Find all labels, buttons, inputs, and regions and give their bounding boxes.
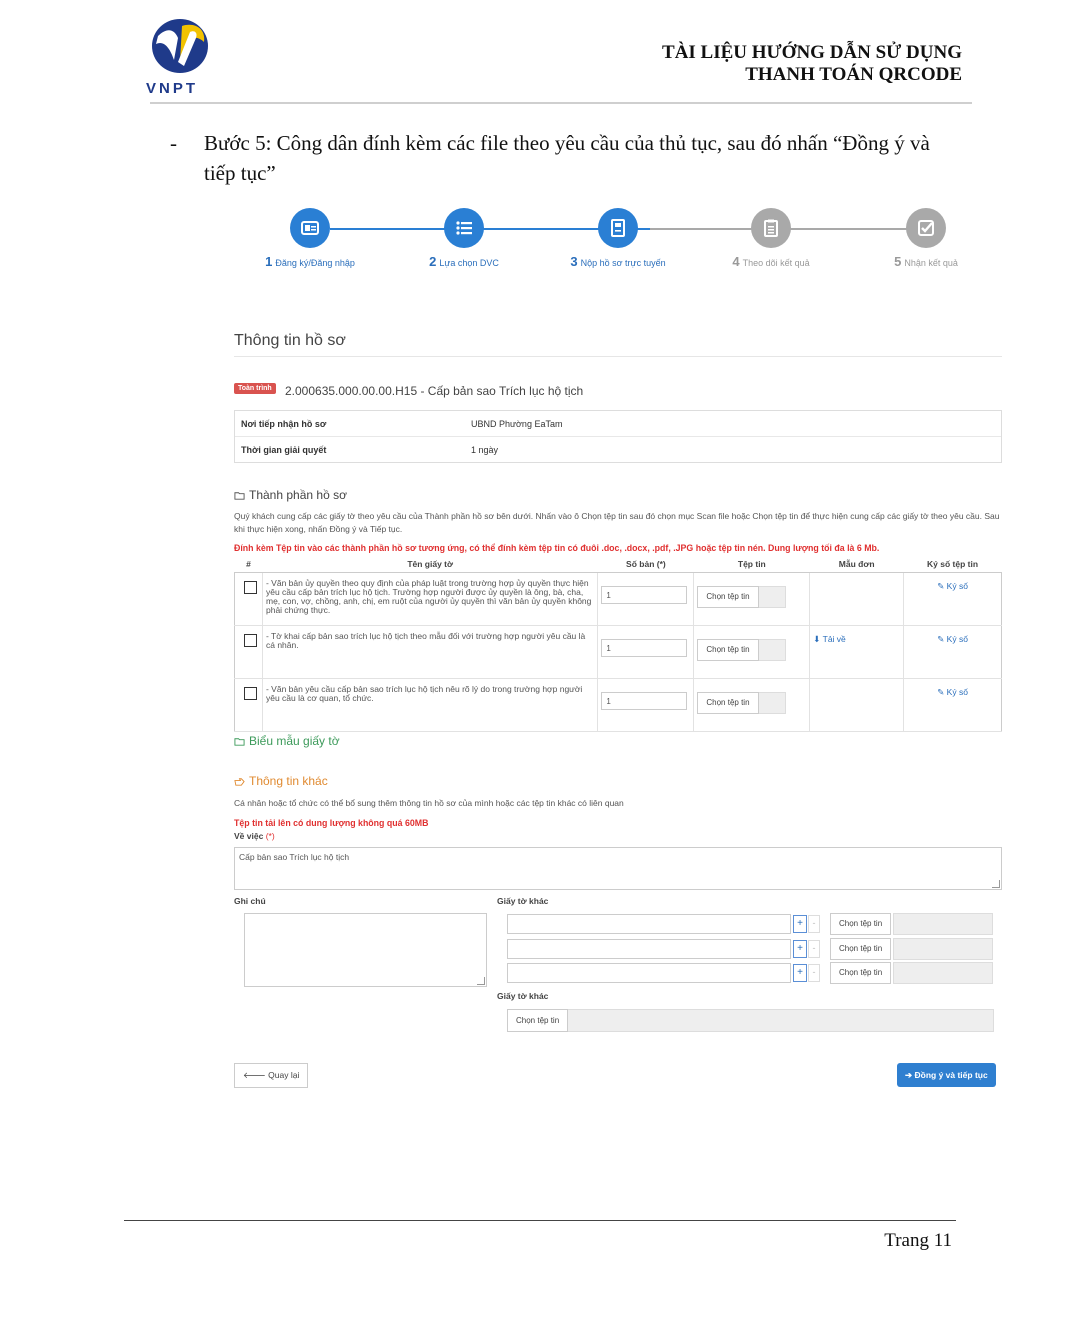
document-title-line-2: THANH TOÁN QRCODE — [745, 64, 962, 85]
documents-table — [234, 556, 1002, 732]
progress-wizard — [250, 206, 990, 276]
file-name-field — [759, 639, 786, 661]
other-doc-input[interactable] — [507, 939, 791, 959]
file-name-field — [759, 692, 786, 714]
choose-file-button[interactable]: Chọn tệp tin — [830, 938, 891, 960]
col-header-index: # — [235, 556, 263, 573]
copies-input[interactable]: 1 — [601, 586, 687, 604]
other-info-title: Thông tin khác — [249, 774, 328, 788]
components-title: Thành phần hồ sơ — [249, 488, 347, 502]
instruction-bullet: - — [170, 131, 177, 155]
wizard-step-1[interactable] — [230, 206, 390, 269]
sign-file-link[interactable]: ✎ Ký số — [937, 581, 968, 591]
info-value: 1 ngày — [471, 444, 499, 455]
row-checkbox[interactable] — [244, 581, 257, 594]
wizard-step-5-label: 5 Nhận kết quả — [894, 254, 958, 269]
row-checkbox[interactable] — [244, 634, 257, 647]
wizard-step-4[interactable] — [691, 206, 851, 269]
wizard-step-2[interactable] — [384, 206, 544, 269]
other-doc-input[interactable] — [507, 914, 791, 934]
sign-file-link[interactable]: ✎ Ký số — [937, 634, 968, 644]
other-info-description: Cá nhân hoặc tổ chức có thể bổ sung thêm thông tin hồ sơ của mình hoặc các tệp tin khác có liên quan — [234, 798, 624, 808]
file-name-field — [568, 1009, 994, 1032]
choose-file-button[interactable]: Chọn tệp tin — [697, 692, 758, 714]
table-row — [235, 626, 1002, 679]
choose-file-button[interactable]: Chọn tệp tin — [830, 962, 891, 984]
download-template-link[interactable]: ⬇ Tải về — [813, 634, 846, 644]
info-value: UBND Phường EaTam — [471, 418, 563, 429]
info-key: Nơi tiếp nhận hồ sơ — [241, 418, 327, 429]
wizard-step-1-circle — [290, 208, 330, 248]
templates-link[interactable]: Biểu mẫu giấy tờ — [234, 734, 340, 748]
wizard-step-4-circle — [751, 208, 791, 248]
file-name-field — [759, 586, 786, 608]
list-icon — [454, 218, 474, 238]
info-row — [235, 411, 1001, 437]
components-heading — [234, 488, 347, 502]
other-docs-label: Giấy tờ khác — [497, 896, 549, 906]
table-row — [235, 679, 1002, 732]
row-checkbox[interactable] — [244, 687, 257, 700]
table-row — [235, 573, 1002, 626]
arrow-right-icon: ➔ — [905, 1070, 913, 1080]
col-header-template: Mẫu đơn — [810, 556, 904, 573]
add-row-button[interactable]: + — [793, 940, 807, 958]
footer-divider — [124, 1220, 956, 1221]
id-card-icon — [300, 218, 320, 238]
wizard-step-5-circle — [906, 208, 946, 248]
info-key: Thời gian giải quyết — [241, 444, 327, 455]
file-picker[interactable] — [697, 639, 806, 661]
logo-wordmark: VNPT — [146, 80, 199, 97]
wizard-step-3-label: 3 Nộp hồ sơ trực tuyến — [570, 254, 666, 269]
back-button[interactable]: 🡐 Quay lại — [234, 1063, 308, 1088]
sign-file-link[interactable]: ✎ Ký số — [937, 687, 968, 697]
other-info-heading — [234, 774, 328, 788]
wizard-step-5[interactable] — [846, 206, 1006, 269]
choose-file-button[interactable]: Chọn tệp tin — [697, 586, 758, 608]
file-name-field — [893, 938, 993, 960]
choose-file-button[interactable]: Chọn tệp tin — [830, 913, 891, 935]
remove-row-button[interactable]: - — [808, 964, 820, 982]
add-row-button[interactable]: + — [793, 915, 807, 933]
hand-pointer-icon — [234, 776, 245, 787]
document-name: - Văn bản ủy quyền theo quy định của pháp luật trong trường hợp ủy quyền thực hiện yêu cầu cấp bản trích lục hộ tịch. Trường hợp người được ủy quyền là ông, bà, cha, mẹ, con, vợ, chồng, anh, chị, em ruột của người ủy quyền thì văn bản ủy quyền không phải chứng thực. — [265, 578, 592, 615]
upload-warning: Tệp tin tải lên có dung lượng không quá 60MB — [234, 818, 429, 828]
save-icon — [608, 218, 628, 238]
note-textarea[interactable] — [244, 913, 487, 987]
add-row-button[interactable]: + — [793, 964, 807, 982]
about-label: Về việc (*) — [234, 831, 275, 841]
document-title — [662, 42, 962, 86]
other-docs-label-2: Giấy tờ khác — [497, 991, 549, 1001]
choose-file-button[interactable]: Chọn tệp tin — [507, 1009, 568, 1032]
section-title: Thông tin hồ sơ — [234, 332, 346, 349]
check-icon — [916, 218, 936, 238]
about-textarea[interactable] — [234, 847, 1002, 890]
info-row — [235, 437, 1001, 462]
other-doc-row — [507, 939, 993, 959]
document-name: - Văn bản yêu cầu cấp bản sao trích lục hộ tịch nêu rõ lý do trong trường hợp người yêu cầu là cơ quan, tổ chức. — [265, 684, 583, 703]
about-value: Cấp bản sao Trích lục hộ tịch — [239, 852, 350, 862]
procedure-info-table — [234, 410, 1002, 463]
single-file-picker[interactable] — [507, 1009, 994, 1032]
wizard-step-1-label: 1 Đăng ký/Đăng nhập — [265, 254, 355, 269]
other-doc-input[interactable] — [507, 963, 791, 983]
page-number: Trang 11 — [884, 1230, 952, 1251]
copies-input[interactable]: 1 — [601, 639, 687, 657]
procedure-badge: Toàn trình — [234, 383, 276, 394]
col-header-sign: Ký số tệp tin — [904, 556, 1002, 573]
col-header-file: Tệp tin — [694, 556, 810, 573]
wizard-step-2-label: 2 Lựa chọn DVC — [429, 254, 499, 269]
copies-input[interactable]: 1 — [601, 692, 687, 710]
other-doc-row — [507, 914, 993, 934]
wizard-step-3[interactable] — [538, 206, 698, 269]
document-name: - Tờ khai cấp bản sao trích lục hộ tịch theo mẫu đối với trường hợp người yêu cầu là cá nhân. — [265, 631, 586, 650]
arrow-left-icon: 🡐 — [243, 1070, 266, 1080]
remove-row-button[interactable]: - — [808, 915, 820, 933]
file-name-field — [893, 962, 993, 984]
components-description: Quý khách cung cấp các giấy tờ theo yêu cầu của Thành phần hồ sơ bên dưới. Nhấn vào ô Chọn tệp tin sau đó chọn mục Scan file hoặc Chọn tệp tin để thực hiện cung cấp các giấy tờ theo yêu cầu. Sau khi thực hiện xong, nhấn Đồng ý và Tiếp tục. — [234, 511, 1000, 534]
file-picker[interactable] — [697, 586, 806, 608]
col-header-copies: Số bản (*) — [598, 556, 694, 573]
choose-file-button[interactable]: Chọn tệp tin — [697, 639, 758, 661]
wizard-step-4-label: 4 Theo dõi kết quả — [732, 254, 810, 269]
folder-icon — [234, 490, 245, 501]
folder-icon — [234, 736, 245, 747]
section-divider — [234, 356, 1002, 357]
file-picker[interactable] — [697, 692, 806, 714]
wizard-step-3-circle — [598, 208, 638, 248]
instruction-text: Bước 5: Công dân đính kèm các file theo yêu cầu của thủ tục, sau đó nhấn “Đồng ý và tiếp tục” — [204, 131, 930, 185]
header-divider — [150, 102, 972, 104]
note-label: Ghi chú — [234, 896, 266, 906]
other-doc-row — [507, 963, 993, 983]
file-name-field — [893, 913, 993, 935]
agree-continue-button[interactable]: ➔ Đồng ý và tiếp tục — [897, 1063, 996, 1087]
col-header-name: Tên giấy tờ — [262, 556, 597, 573]
remove-row-button[interactable]: - — [808, 940, 820, 958]
document-title-line-1: TÀI LIỆU HƯỚNG DẪN SỬ DỤNG — [662, 42, 962, 63]
clipboard-icon — [761, 218, 781, 238]
procedure-name: 2.000635.000.00.00.H15 - Cấp bản sao Trích lục hộ tịch — [285, 384, 584, 398]
attach-warning: Đính kèm Tệp tin vào các thành phần hồ sơ tương ứng, có thể đính kèm tệp tin có đuôi .doc, .docx, .pdf, .JPG hoặc tệp tin nén. Dung lượng tối đa là 6 Mb. — [234, 543, 880, 553]
wizard-step-2-circle — [444, 208, 484, 248]
table-header-row — [235, 556, 1002, 573]
